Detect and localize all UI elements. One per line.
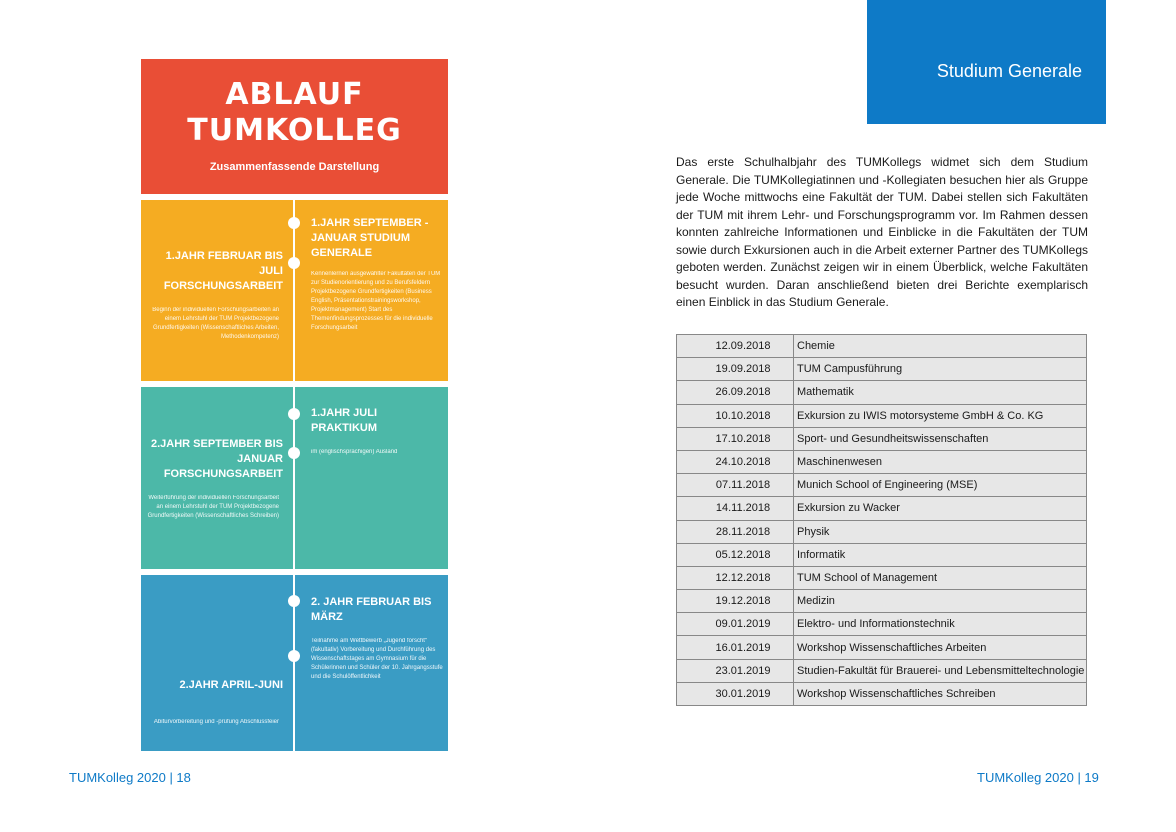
schedule-event-cell: Medizin (794, 590, 1087, 613)
table-row (677, 381, 1087, 404)
schedule-event-cell: Physik (794, 520, 1087, 543)
timeline-right-text: Teilnahme am Wettbewerb „Jugend forscht“ (fakultativ) Vorbereitung und Durchführung des Wissenschaftstages am Gymnasium für die Schülerinnen und Schüler der 10. Jahrgangsstufe und die Schulöffentlichkeit (311, 638, 443, 680)
schedule-date-cell: 23.01.2019 (677, 659, 794, 682)
timeline-infographic (141, 59, 448, 751)
table-row (677, 404, 1087, 427)
schedule-event-cell: Workshop Wissenschaftliches Schreiben (794, 682, 1087, 705)
intro-paragraph: Das erste Schulhalbjahr des TUMKollegs widmet sich dem Studium Generale. Die TUMKollegiatinnen und -Kollegiaten besuchen hier als Gruppe jede Woche mittwochs eine Fakultät der TUM. Dabei stellen sich Fakultäten der TUM mit ihrem Lehr- und Forschungsprogramm vor. Im Rahmen dessen konnten zahlreiche Informationen und Einblicke in die Fakultäten der TUM sowie durch Exkursionen auch in die Arbeit externer Partner des TUMKollegs geboten werden. Zunächst zeigen wir in einem Überblick, welche Fakultäten besucht wurden. Daran anschließend bieten drei Berichte exemplarisch einen Einblick in das Studium Generale. (676, 155, 1088, 309)
schedule-date-cell: 10.10.2018 (677, 404, 794, 427)
schedule-event-cell: Maschinenwesen (794, 450, 1087, 473)
schedule-event-cell: Studien-Fakultät für Brauerei- und Lebensmitteltechnologie (794, 659, 1087, 682)
table-row (677, 590, 1087, 613)
timeline-left-heading: 2.JAHR APRIL-JUNI (179, 679, 283, 691)
schedule-date-cell: 17.10.2018 (677, 427, 794, 450)
table-row (677, 497, 1087, 520)
timeline-dot (288, 217, 300, 229)
table-row (677, 613, 1087, 636)
timeline-dot (288, 257, 300, 269)
section-header-title: Studium Generale (936, 61, 1082, 81)
schedule-event-cell: Informatik (794, 543, 1087, 566)
section-header-box (867, 0, 1106, 124)
table-row (677, 543, 1087, 566)
schedule-date-cell: 07.11.2018 (677, 474, 794, 497)
schedule-event-cell: TUM School of Management (794, 566, 1087, 589)
infographic-title-line2: TUMKOLLEG (187, 113, 402, 148)
timeline-right-heading: 1.JAHR JULI PRAKTIKUM (311, 407, 378, 434)
schedule-date-cell: 12.12.2018 (677, 566, 794, 589)
schedule-date-cell: 24.10.2018 (677, 450, 794, 473)
timeline-left-text: Weiterführung der individuellen Forschungsarbeit an einem Lehrstuhl der TUM Projektbezogene Grundfertigkeiten (Wissenschaftliches Schreiben) (147, 495, 279, 519)
schedule-date-cell: 19.09.2018 (677, 358, 794, 381)
timeline-left-heading: 2.JAHR SEPTEMBER BIS JANUAR FORSCHUNGSARBEIT (150, 438, 283, 480)
table-row (677, 427, 1087, 450)
schedule-date-cell: 12.09.2018 (677, 335, 794, 358)
table-row (677, 682, 1087, 705)
schedule-table (676, 334, 1087, 706)
schedule-event-cell: Elektro- und Informationstechnik (794, 613, 1087, 636)
schedule-event-cell: Mathematik (794, 381, 1087, 404)
table-row (677, 358, 1087, 381)
schedule-event-cell: TUM Campusführung (794, 358, 1087, 381)
timeline-right-heading: 1.JAHR SEPTEMBER - JANUAR STUDIUM GENERALE (311, 217, 429, 259)
schedule-date-cell: 05.12.2018 (677, 543, 794, 566)
schedule-date-cell: 19.12.2018 (677, 590, 794, 613)
schedule-event-cell: Sport- und Gesundheitswissenschaften (794, 427, 1087, 450)
timeline-right-text: im (englischsprachigen) Ausland (311, 449, 398, 455)
timeline-dot (288, 447, 300, 459)
timeline-left-text: Abiturvorbereitung und -prüfung Abschlussfeier (153, 719, 279, 725)
schedule-event-cell: Exkursion zu IWIS motorsysteme GmbH & Co. KG (794, 404, 1087, 427)
table-row (677, 520, 1087, 543)
table-row (677, 474, 1087, 497)
timeline-left-text: Beginn der individuellen Forschungsarbeiten an einem Lehrstuhl der TUM Projektbezogene Grundfertigkeiten (Wissenschaftliches Arbeiten, Methodenkompetenz) (152, 307, 279, 340)
timeline-dot (288, 595, 300, 607)
infographic-subtitle: Zusammenfassende Darstellung (209, 161, 380, 173)
timeline-dot (288, 650, 300, 662)
timeline-left-heading: 1.JAHR FEBRUAR BIS JULI FORSCHUNGSARBEIT (163, 250, 283, 292)
table-row (677, 450, 1087, 473)
schedule-event-cell: Exkursion zu Wacker (794, 497, 1087, 520)
table-row (677, 659, 1087, 682)
schedule-date-cell: 14.11.2018 (677, 497, 794, 520)
schedule-date-cell: 28.11.2018 (677, 520, 794, 543)
page-footer-right: TUMKolleg 2020 | 19 (977, 770, 1099, 785)
table-row (677, 566, 1087, 589)
timeline-section-year2b (141, 575, 448, 751)
table-row (677, 636, 1087, 659)
schedule-date-cell: 30.01.2019 (677, 682, 794, 705)
schedule-event-cell: Chemie (794, 335, 1087, 358)
infographic-title-line1: ABLAUF (225, 77, 364, 112)
table-row (677, 335, 1087, 358)
timeline-section-year2a (141, 387, 448, 569)
schedule-event-cell: Workshop Wissenschaftliches Arbeiten (794, 636, 1087, 659)
schedule-event-cell: Munich School of Engineering (MSE) (794, 474, 1087, 497)
timeline-dot (288, 408, 300, 420)
timeline-right-text: Kennenlernen ausgewählter Fakultäten der TUM zur Studienorientierung und zu Berufsfeldern Projektbezogene Grundfertigkeiten (Business English, Präsentationstrainingsworkshop, Projektmanagement) Start des Themenfindungsprozesses für die individuelle Forschungsarbeit (311, 271, 441, 331)
infographic-title-block (141, 59, 448, 194)
schedule-date-cell: 09.01.2019 (677, 613, 794, 636)
page-footer-left: TUMKolleg 2020 | 18 (69, 770, 191, 785)
schedule-date-cell: 26.09.2018 (677, 381, 794, 404)
schedule-date-cell: 16.01.2019 (677, 636, 794, 659)
timeline-section-year1 (141, 200, 448, 381)
timeline-right-heading: 2. JAHR FEBRUAR BIS MÄRZ (311, 596, 432, 623)
